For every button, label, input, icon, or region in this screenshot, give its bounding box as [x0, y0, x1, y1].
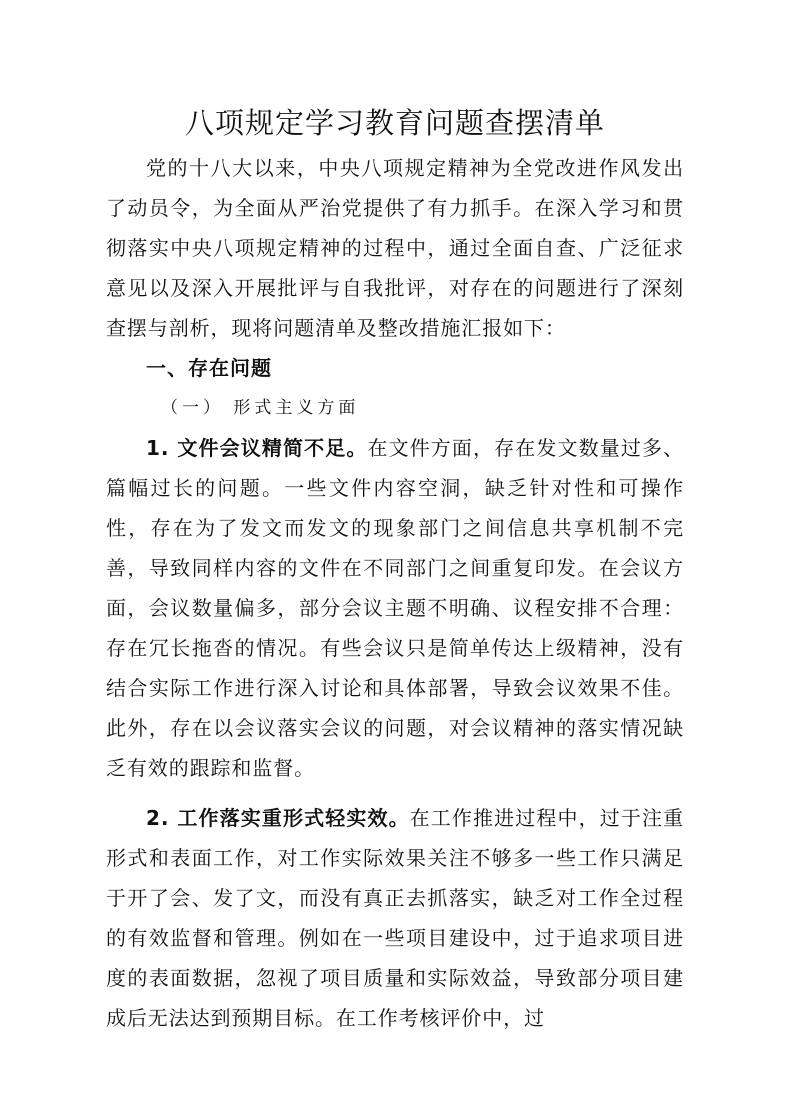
document-title: 八项规定学习教育问题查摆清单 [184, 106, 605, 140]
paragraph-gap [106, 788, 684, 798]
item-1-text: 在文件方面，存在发文数量过多、篇幅过长的问题。一些文件内容空洞，缺乏针对性和可操作性，存在为了发文而发文的现象部门之间信息共享机制不完善，导致同样内容的文件在不同部门之间重复印发。在会议方面，会议数量偏多，部分会议主题不明确、议程安排不合理：存在冗长拖沓的情况。有些会议只是简单传达上级精神，没有结合实际工作进行深入讨论和具体部署，导致会议效果不佳。此外，存在以会议落实会议的问题，对会议精神的落实情况缺乏有效的跟踪和监督。 [106, 436, 684, 780]
intro-paragraph: 党的十八大以来，中央八项规定精神为全党改进作风发出了动员令，为全面从严治党提供了有力抓手。在深入学习和贯彻落实中央八项规定精神的过程中，通过全面自查、广泛征求意见以及深入开展批评与自我批评，对存在的问题进行了深刻查摆与剖析，现将问题清单及整改措施汇报如下： [106, 156, 684, 340]
item-2-lead: 2. 工作落实重形式轻实效。 [146, 806, 410, 830]
item-2-paragraph [106, 798, 684, 1038]
item-2-text: 在工作推进过程中，过于注重形式和表面工作，对工作实际效果关注不够多一些工作只满足于开了会、发了文，而没有真正去抓落实，缺乏对工作全过程的有效监督和管理。例如在一些项目建设中，过于追求项目进度的表面数据，忽视了项目质量和实际效益，导致部分项目建成后无法达到预期目标。在工作考核评价中，过 [106, 806, 684, 1030]
item-1-paragraph [106, 428, 684, 788]
document-body [106, 148, 684, 1038]
item-1-lead: 1. 文件会议精简不足。 [146, 436, 368, 460]
section-heading-problems: 一、存在问题 [146, 356, 272, 380]
subsection-heading-formalism: （一） 形式主义方面 [161, 398, 360, 418]
